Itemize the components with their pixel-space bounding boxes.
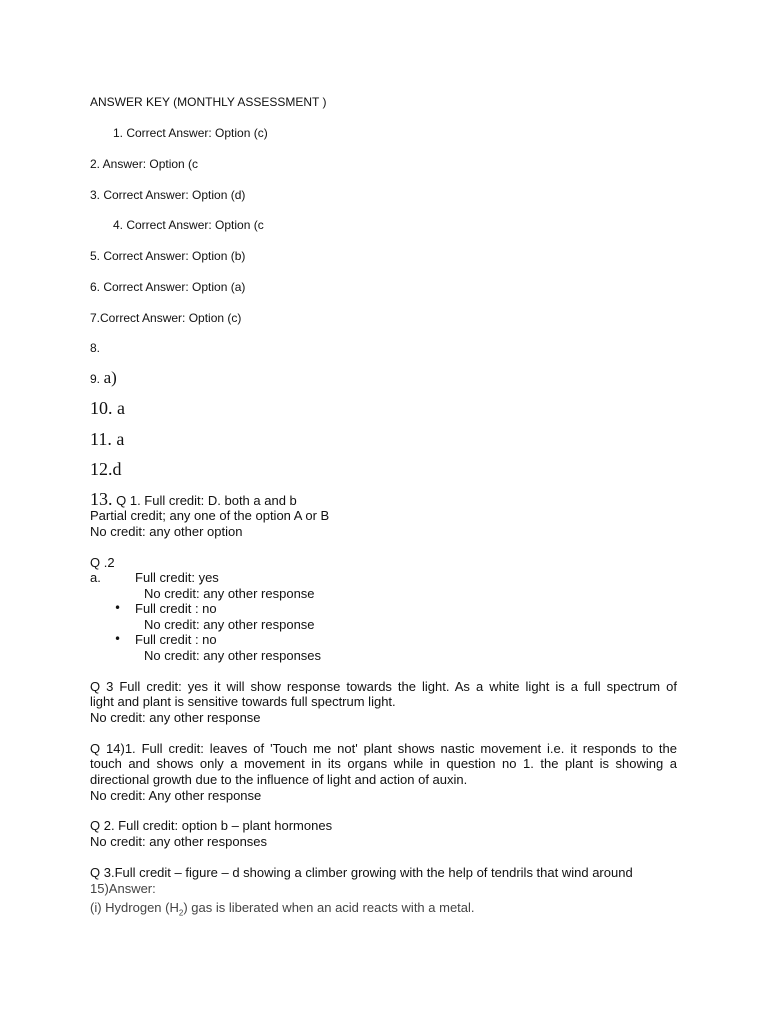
answer-key-title: ANSWER KEY (MONTHLY ASSESSMENT ) xyxy=(90,95,327,109)
q14-line-3: directional growth due to the influence of light and action of auxin. xyxy=(90,772,468,787)
q13-q1-no-credit: No credit: any other option xyxy=(90,524,243,539)
q13-q2-b-no-credit: No credit: any other response xyxy=(144,617,315,632)
q13-q2-c-full-credit: Full credit : no xyxy=(135,632,217,647)
answer-3: 3. Correct Answer: Option (d) xyxy=(90,188,246,202)
answer-7: 7.Correct Answer: Option (c) xyxy=(90,311,242,325)
q14-q3-full-credit: Q 3.Full credit – figure – d showing a climber growing with the help of tendrils that wind around xyxy=(90,865,633,880)
answer-9-number: 9. xyxy=(90,372,101,386)
q13-q2-b-full-credit: Full credit : no xyxy=(135,601,217,616)
bullet-icon: • xyxy=(114,601,122,615)
q13-q3-no-credit: No credit: any other response xyxy=(90,710,261,725)
answer-13-line xyxy=(90,489,297,510)
answer-6: 6. Correct Answer: Option (a) xyxy=(90,280,246,294)
q13-q3-line-1: Q 3 Full credit: yes it will show response towards the light. As a white light is a full spectrum of xyxy=(90,679,677,694)
q14-q2-full-credit: Q 2. Full credit: option b – plant hormones xyxy=(90,818,333,833)
answer-9-value: a) xyxy=(103,368,117,387)
answer-11: 11. a xyxy=(90,429,125,449)
q15-line-1-start: (i) Hydrogen (H xyxy=(90,900,179,915)
answer-9 xyxy=(90,368,117,388)
q13-q2-a-no-credit: No credit: any other response xyxy=(144,586,315,601)
answer-13-number: 13. xyxy=(90,489,113,509)
q15-subscript: 2 xyxy=(178,908,184,918)
q13-q3-line-2: light and plant is sensitive towards full spectrum light. xyxy=(90,694,396,709)
q15-heading: 15)Answer: xyxy=(90,881,156,896)
q14-line-2: touch and shows only a movement in its organs while in question no 1. the plant is showing a xyxy=(90,756,677,771)
answer-1: 1. Correct Answer: Option (c) xyxy=(113,126,268,140)
q13-q2-a-full-credit: Full credit: yes xyxy=(135,570,219,585)
q14-no-credit: No credit: Any other response xyxy=(90,788,262,803)
answer-10: 10. a xyxy=(90,398,125,418)
answer-5: 5. Correct Answer: Option (b) xyxy=(90,249,246,263)
bullet-icon: • xyxy=(114,632,122,646)
q14-q2-no-credit: No credit: any other responses xyxy=(90,834,268,849)
q13-q2-a-marker: a. xyxy=(90,570,101,585)
answer-12: 12.d xyxy=(90,459,122,479)
answer-8: 8. xyxy=(90,341,101,355)
q13-q1-full-credit: Q 1. Full credit: D. both a and b xyxy=(116,493,297,508)
q13-q2-heading: Q .2 xyxy=(90,555,115,570)
q14-line-1: Q 14)1. Full credit: leaves of 'Touch me not' plant shows nastic movement i.e. it responds to the xyxy=(90,741,677,756)
answer-4: 4. Correct Answer: Option (c xyxy=(113,218,264,232)
q15-answer-line-1 xyxy=(90,900,475,921)
q13-q2-c-no-credit: No credit: any other responses xyxy=(144,648,322,663)
q15-line-1-end: ) gas is liberated when an acid reacts with a metal. xyxy=(183,900,475,915)
answer-2: 2. Answer: Option (c xyxy=(90,157,199,171)
q13-q1-partial-credit: Partial credit; any one of the option A or B xyxy=(90,508,330,523)
